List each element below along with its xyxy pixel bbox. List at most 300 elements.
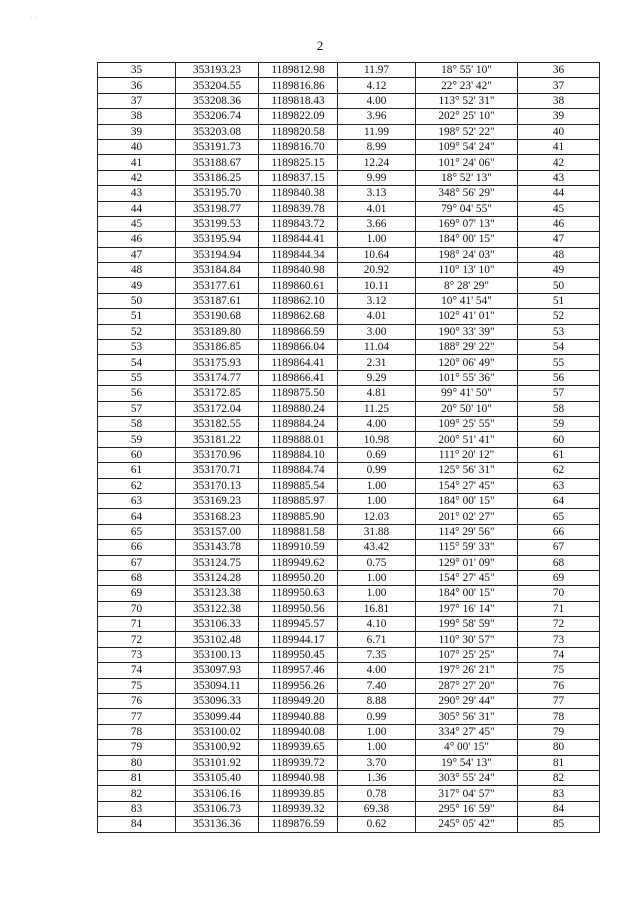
distance-cell: 0.62 (338, 817, 416, 832)
distance-cell: 6.71 (338, 632, 416, 647)
table-row (98, 232, 600, 247)
y-coordinate-cell: 1189840.38 (259, 186, 338, 201)
point-number-cell: 74 (98, 663, 176, 678)
distance-cell: 8.88 (338, 694, 416, 709)
y-coordinate-cell: 1189866.04 (259, 340, 338, 355)
next-point-cell: 58 (518, 401, 600, 416)
next-point-cell: 62 (518, 463, 600, 478)
bearing-cell: 202° 25' 10" (416, 109, 518, 124)
table-row (98, 509, 600, 524)
distance-cell: 3.96 (338, 109, 416, 124)
distance-cell: 43.42 (338, 540, 416, 555)
bearing-cell: 19° 54' 13" (416, 755, 518, 770)
next-point-cell: 67 (518, 540, 600, 555)
x-coordinate-cell: 353174.77 (176, 370, 259, 385)
distance-cell: 0.99 (338, 709, 416, 724)
y-coordinate-cell: 1189885.90 (259, 509, 338, 524)
distance-cell: 1.00 (338, 232, 416, 247)
x-coordinate-cell: 353100.02 (176, 724, 259, 739)
next-point-cell: 48 (518, 247, 600, 262)
point-number-cell: 77 (98, 709, 176, 724)
next-point-cell: 37 (518, 78, 600, 93)
point-number-cell: 71 (98, 617, 176, 632)
y-coordinate-cell: 1189940.98 (259, 770, 338, 785)
point-number-cell: 65 (98, 524, 176, 539)
bearing-cell: 99° 41' 50" (416, 386, 518, 401)
x-coordinate-cell: 353177.61 (176, 278, 259, 293)
next-point-cell: 77 (518, 694, 600, 709)
bearing-cell: 184° 00' 15" (416, 586, 518, 601)
bearing-cell: 109° 25' 55" (416, 416, 518, 431)
point-number-cell: 43 (98, 186, 176, 201)
table-row (98, 186, 600, 201)
y-coordinate-cell: 1189844.41 (259, 232, 338, 247)
point-number-cell: 75 (98, 678, 176, 693)
next-point-cell: 42 (518, 155, 600, 170)
x-coordinate-cell: 353106.16 (176, 786, 259, 801)
distance-cell: 3.00 (338, 324, 416, 339)
bearing-cell: 295° 16' 59" (416, 801, 518, 816)
y-coordinate-cell: 1189876.59 (259, 817, 338, 832)
x-coordinate-cell: 353169.23 (176, 493, 259, 508)
next-point-cell: 61 (518, 447, 600, 462)
y-coordinate-cell: 1189862.10 (259, 293, 338, 308)
y-coordinate-cell: 1189812.98 (259, 63, 338, 78)
y-coordinate-cell: 1189949.62 (259, 555, 338, 570)
distance-cell: 1.00 (338, 724, 416, 739)
next-point-cell: 57 (518, 386, 600, 401)
point-number-cell: 69 (98, 586, 176, 601)
x-coordinate-cell: 353124.75 (176, 555, 259, 570)
point-number-cell: 47 (98, 247, 176, 262)
table-row (98, 78, 600, 93)
bearing-cell: 125° 56' 31" (416, 463, 518, 478)
next-point-cell: 36 (518, 63, 600, 78)
next-point-cell: 43 (518, 170, 600, 185)
distance-cell: 7.35 (338, 647, 416, 662)
bearing-cell: 101° 55' 36" (416, 370, 518, 385)
point-number-cell: 68 (98, 570, 176, 585)
next-point-cell: 53 (518, 324, 600, 339)
distance-cell: 4.01 (338, 201, 416, 216)
point-number-cell: 49 (98, 278, 176, 293)
table-row (98, 309, 600, 324)
y-coordinate-cell: 1189860.61 (259, 278, 338, 293)
x-coordinate-cell: 353186.25 (176, 170, 259, 185)
point-number-cell: 44 (98, 201, 176, 216)
distance-cell: 4.00 (338, 663, 416, 678)
table-row (98, 324, 600, 339)
point-number-cell: 51 (98, 309, 176, 324)
y-coordinate-cell: 1189864.41 (259, 355, 338, 370)
point-number-cell: 63 (98, 493, 176, 508)
table-row (98, 401, 600, 416)
point-number-cell: 70 (98, 601, 176, 616)
x-coordinate-cell: 353170.13 (176, 478, 259, 493)
bearing-cell: 111° 20' 12" (416, 447, 518, 462)
x-coordinate-cell: 353204.55 (176, 78, 259, 93)
x-coordinate-cell: 353182.55 (176, 416, 259, 431)
table-row (98, 740, 600, 755)
distance-cell: 16.81 (338, 601, 416, 616)
next-point-cell: 73 (518, 632, 600, 647)
distance-cell: 1.00 (338, 493, 416, 508)
y-coordinate-cell: 1189884.10 (259, 447, 338, 462)
bearing-cell: 290° 29' 44" (416, 694, 518, 709)
next-point-cell: 63 (518, 478, 600, 493)
distance-cell: 4.10 (338, 617, 416, 632)
bearing-cell: 114° 29' 56" (416, 524, 518, 539)
point-number-cell: 57 (98, 401, 176, 416)
x-coordinate-cell: 353096.33 (176, 694, 259, 709)
bearing-cell: 18° 52' 13" (416, 170, 518, 185)
y-coordinate-cell: 1189839.78 (259, 201, 338, 216)
point-number-cell: 73 (98, 647, 176, 662)
point-number-cell: 84 (98, 817, 176, 832)
y-coordinate-cell: 1189825.15 (259, 155, 338, 170)
table-row (98, 355, 600, 370)
next-point-cell: 60 (518, 432, 600, 447)
table-row (98, 663, 600, 678)
point-number-cell: 64 (98, 509, 176, 524)
y-coordinate-cell: 1189862.68 (259, 309, 338, 324)
bearing-cell: 18° 55' 10" (416, 63, 518, 78)
point-number-cell: 72 (98, 632, 176, 647)
x-coordinate-cell: 353097.93 (176, 663, 259, 678)
distance-cell: 4.00 (338, 93, 416, 108)
next-point-cell: 80 (518, 740, 600, 755)
bearing-cell: 317° 04' 57" (416, 786, 518, 801)
point-number-cell: 39 (98, 124, 176, 139)
next-point-cell: 50 (518, 278, 600, 293)
next-point-cell: 45 (518, 201, 600, 216)
distance-cell: 7.40 (338, 678, 416, 693)
x-coordinate-cell: 353181.22 (176, 432, 259, 447)
point-number-cell: 80 (98, 755, 176, 770)
next-point-cell: 85 (518, 817, 600, 832)
y-coordinate-cell: 1189880.24 (259, 401, 338, 416)
point-number-cell: 56 (98, 386, 176, 401)
point-number-cell: 79 (98, 740, 176, 755)
point-number-cell: 52 (98, 324, 176, 339)
table-row (98, 155, 600, 170)
table-row (98, 540, 600, 555)
bearing-cell: 303° 55' 24" (416, 770, 518, 785)
table-row (98, 524, 600, 539)
next-point-cell: 76 (518, 678, 600, 693)
table-row (98, 570, 600, 585)
point-number-cell: 83 (98, 801, 176, 816)
distance-cell: 1.00 (338, 570, 416, 585)
bearing-cell: 22° 23' 42" (416, 78, 518, 93)
y-coordinate-cell: 1189884.74 (259, 463, 338, 478)
x-coordinate-cell: 353123.38 (176, 586, 259, 601)
x-coordinate-cell: 353101.92 (176, 755, 259, 770)
bearing-cell: 109° 54' 24" (416, 139, 518, 154)
x-coordinate-cell: 353106.33 (176, 617, 259, 632)
x-coordinate-cell: 353193.23 (176, 63, 259, 78)
y-coordinate-cell: 1189820.58 (259, 124, 338, 139)
bearing-cell: 10° 41' 54" (416, 293, 518, 308)
next-point-cell: 74 (518, 647, 600, 662)
bearing-cell: 154° 27' 45" (416, 478, 518, 493)
table-row (98, 386, 600, 401)
bearing-cell: 4° 00' 15" (416, 740, 518, 755)
x-coordinate-cell: 353186.85 (176, 340, 259, 355)
table-row (98, 632, 600, 647)
point-number-cell: 61 (98, 463, 176, 478)
y-coordinate-cell: 1189956.26 (259, 678, 338, 693)
y-coordinate-cell: 1189816.86 (259, 78, 338, 93)
bearing-cell: 184° 00' 15" (416, 232, 518, 247)
table-row (98, 786, 600, 801)
next-point-cell: 56 (518, 370, 600, 385)
distance-cell: 1.00 (338, 740, 416, 755)
table-row (98, 678, 600, 693)
bearing-cell: 107° 25' 25" (416, 647, 518, 662)
table-row (98, 278, 600, 293)
table-row (98, 170, 600, 185)
bearing-cell: 113° 52' 31" (416, 93, 518, 108)
x-coordinate-cell: 353099.44 (176, 709, 259, 724)
bearing-cell: 154° 27' 45" (416, 570, 518, 585)
point-number-cell: 81 (98, 770, 176, 785)
table-row (98, 293, 600, 308)
distance-cell: 3.13 (338, 186, 416, 201)
table-row (98, 647, 600, 662)
x-coordinate-cell: 353124.28 (176, 570, 259, 585)
bearing-cell: 201° 02' 27" (416, 509, 518, 524)
bearing-cell: 129° 01' 09" (416, 555, 518, 570)
x-coordinate-cell: 353188.67 (176, 155, 259, 170)
table-row (98, 709, 600, 724)
distance-cell: 4.01 (338, 309, 416, 324)
distance-cell: 12.03 (338, 509, 416, 524)
y-coordinate-cell: 1189945.57 (259, 617, 338, 632)
y-coordinate-cell: 1189940.08 (259, 724, 338, 739)
next-point-cell: 78 (518, 709, 600, 724)
table-row (98, 432, 600, 447)
y-coordinate-cell: 1189822.09 (259, 109, 338, 124)
x-coordinate-cell: 353172.85 (176, 386, 259, 401)
x-coordinate-cell: 353172.04 (176, 401, 259, 416)
next-point-cell: 39 (518, 109, 600, 124)
page-number: 2 (316, 38, 324, 53)
bearing-cell: 102° 41' 01" (416, 309, 518, 324)
y-coordinate-cell: 1189840.98 (259, 263, 338, 278)
bearing-cell: 199° 58' 59" (416, 617, 518, 632)
bearing-cell: 287° 27' 20" (416, 678, 518, 693)
table-row (98, 216, 600, 231)
next-point-cell: 81 (518, 755, 600, 770)
table-row (98, 601, 600, 616)
next-point-cell: 55 (518, 355, 600, 370)
distance-cell: 9.29 (338, 370, 416, 385)
next-point-cell: 52 (518, 309, 600, 324)
x-coordinate-cell: 353106.73 (176, 801, 259, 816)
next-point-cell: 71 (518, 601, 600, 616)
x-coordinate-cell: 353170.96 (176, 447, 259, 462)
next-point-cell: 44 (518, 186, 600, 201)
point-number-cell: 50 (98, 293, 176, 308)
table-row (98, 478, 600, 493)
x-coordinate-cell: 353199.53 (176, 216, 259, 231)
x-coordinate-cell: 353198.77 (176, 201, 259, 216)
table-row (98, 416, 600, 431)
next-point-cell: 38 (518, 93, 600, 108)
bearing-cell: 305° 56' 31" (416, 709, 518, 724)
bearing-cell: 348° 56' 29" (416, 186, 518, 201)
table-row (98, 124, 600, 139)
point-number-cell: 76 (98, 694, 176, 709)
y-coordinate-cell: 1189885.54 (259, 478, 338, 493)
table-row (98, 109, 600, 124)
bearing-cell: 115° 59' 33" (416, 540, 518, 555)
next-point-cell: 72 (518, 617, 600, 632)
bearing-cell: 20° 50' 10" (416, 401, 518, 416)
point-number-cell: 37 (98, 93, 176, 108)
point-number-cell: 46 (98, 232, 176, 247)
y-coordinate-cell: 1189950.45 (259, 647, 338, 662)
y-coordinate-cell: 1189885.97 (259, 493, 338, 508)
distance-cell: 9.99 (338, 170, 416, 185)
distance-cell: 69.38 (338, 801, 416, 816)
point-number-cell: 40 (98, 139, 176, 154)
y-coordinate-cell: 1189866.59 (259, 324, 338, 339)
y-coordinate-cell: 1189949.20 (259, 694, 338, 709)
next-point-cell: 41 (518, 139, 600, 154)
table-row (98, 724, 600, 739)
point-number-cell: 42 (98, 170, 176, 185)
table-row (98, 93, 600, 108)
next-point-cell: 84 (518, 801, 600, 816)
next-point-cell: 75 (518, 663, 600, 678)
y-coordinate-cell: 1189837.15 (259, 170, 338, 185)
point-number-cell: 59 (98, 432, 176, 447)
next-point-cell: 49 (518, 263, 600, 278)
bearing-cell: 169° 07' 13" (416, 216, 518, 231)
next-point-cell: 69 (518, 570, 600, 585)
x-coordinate-cell: 353168.23 (176, 509, 259, 524)
table-row (98, 370, 600, 385)
y-coordinate-cell: 1189910.59 (259, 540, 338, 555)
next-point-cell: 79 (518, 724, 600, 739)
next-point-cell: 59 (518, 416, 600, 431)
distance-cell: 4.81 (338, 386, 416, 401)
point-number-cell: 78 (98, 724, 176, 739)
distance-cell: 1.36 (338, 770, 416, 785)
scan-mark: · · (30, 14, 37, 22)
bearing-cell: 184° 00' 15" (416, 493, 518, 508)
distance-cell: 4.12 (338, 78, 416, 93)
distance-cell: 0.99 (338, 463, 416, 478)
next-point-cell: 40 (518, 124, 600, 139)
y-coordinate-cell: 1189816.70 (259, 139, 338, 154)
next-point-cell: 54 (518, 340, 600, 355)
distance-cell: 11.25 (338, 401, 416, 416)
distance-cell: 31.88 (338, 524, 416, 539)
x-coordinate-cell: 353203.08 (176, 124, 259, 139)
distance-cell: 4.00 (338, 416, 416, 431)
x-coordinate-cell: 353195.94 (176, 232, 259, 247)
table-row (98, 139, 600, 154)
distance-cell: 2.31 (338, 355, 416, 370)
distance-cell: 3.66 (338, 216, 416, 231)
bearing-cell: 101° 24' 06" (416, 155, 518, 170)
table-row (98, 586, 600, 601)
table-row (98, 263, 600, 278)
x-coordinate-cell: 353195.70 (176, 186, 259, 201)
distance-cell: 0.75 (338, 555, 416, 570)
distance-cell: 8.99 (338, 139, 416, 154)
y-coordinate-cell: 1189950.63 (259, 586, 338, 601)
distance-cell: 20.92 (338, 263, 416, 278)
bearing-cell: 110° 30' 57" (416, 632, 518, 647)
distance-cell: 1.00 (338, 586, 416, 601)
next-point-cell: 70 (518, 586, 600, 601)
point-number-cell: 53 (98, 340, 176, 355)
bearing-cell: 188° 29' 22" (416, 340, 518, 355)
bearing-cell: 8° 28' 29" (416, 278, 518, 293)
x-coordinate-cell: 353170.71 (176, 463, 259, 478)
next-point-cell: 47 (518, 232, 600, 247)
x-coordinate-cell: 353102.48 (176, 632, 259, 647)
table-row (98, 493, 600, 508)
x-coordinate-cell: 353136.36 (176, 817, 259, 832)
point-number-cell: 62 (98, 478, 176, 493)
y-coordinate-cell: 1189939.85 (259, 786, 338, 801)
point-number-cell: 38 (98, 109, 176, 124)
x-coordinate-cell: 353189.80 (176, 324, 259, 339)
table-row (98, 755, 600, 770)
distance-cell: 3.70 (338, 755, 416, 770)
y-coordinate-cell: 1189939.32 (259, 801, 338, 816)
bearing-cell: 334° 27' 45" (416, 724, 518, 739)
point-number-cell: 54 (98, 355, 176, 370)
distance-cell: 11.04 (338, 340, 416, 355)
table-row (98, 801, 600, 816)
x-coordinate-cell: 353187.61 (176, 293, 259, 308)
y-coordinate-cell: 1189950.56 (259, 601, 338, 616)
point-number-cell: 82 (98, 786, 176, 801)
point-number-cell: 45 (98, 216, 176, 231)
table-row (98, 201, 600, 216)
y-coordinate-cell: 1189884.24 (259, 416, 338, 431)
point-number-cell: 55 (98, 370, 176, 385)
table-row (98, 770, 600, 785)
bearing-cell: 110° 13' 10" (416, 263, 518, 278)
bearing-cell: 200° 51' 41" (416, 432, 518, 447)
distance-cell: 11.97 (338, 63, 416, 78)
point-number-cell: 35 (98, 63, 176, 78)
x-coordinate-cell: 353157.00 (176, 524, 259, 539)
next-point-cell: 46 (518, 216, 600, 231)
y-coordinate-cell: 1189950.20 (259, 570, 338, 585)
bearing-cell: 120° 06' 49" (416, 355, 518, 370)
next-point-cell: 65 (518, 509, 600, 524)
next-point-cell: 68 (518, 555, 600, 570)
bearing-cell: 198° 24' 03" (416, 247, 518, 262)
y-coordinate-cell: 1189957.46 (259, 663, 338, 678)
next-point-cell: 83 (518, 786, 600, 801)
bearing-cell: 245° 05' 42" (416, 817, 518, 832)
x-coordinate-cell: 353184.84 (176, 263, 259, 278)
table-row (98, 340, 600, 355)
point-number-cell: 48 (98, 263, 176, 278)
y-coordinate-cell: 1189940.88 (259, 709, 338, 724)
x-coordinate-cell: 353094.11 (176, 678, 259, 693)
y-coordinate-cell: 1189881.58 (259, 524, 338, 539)
